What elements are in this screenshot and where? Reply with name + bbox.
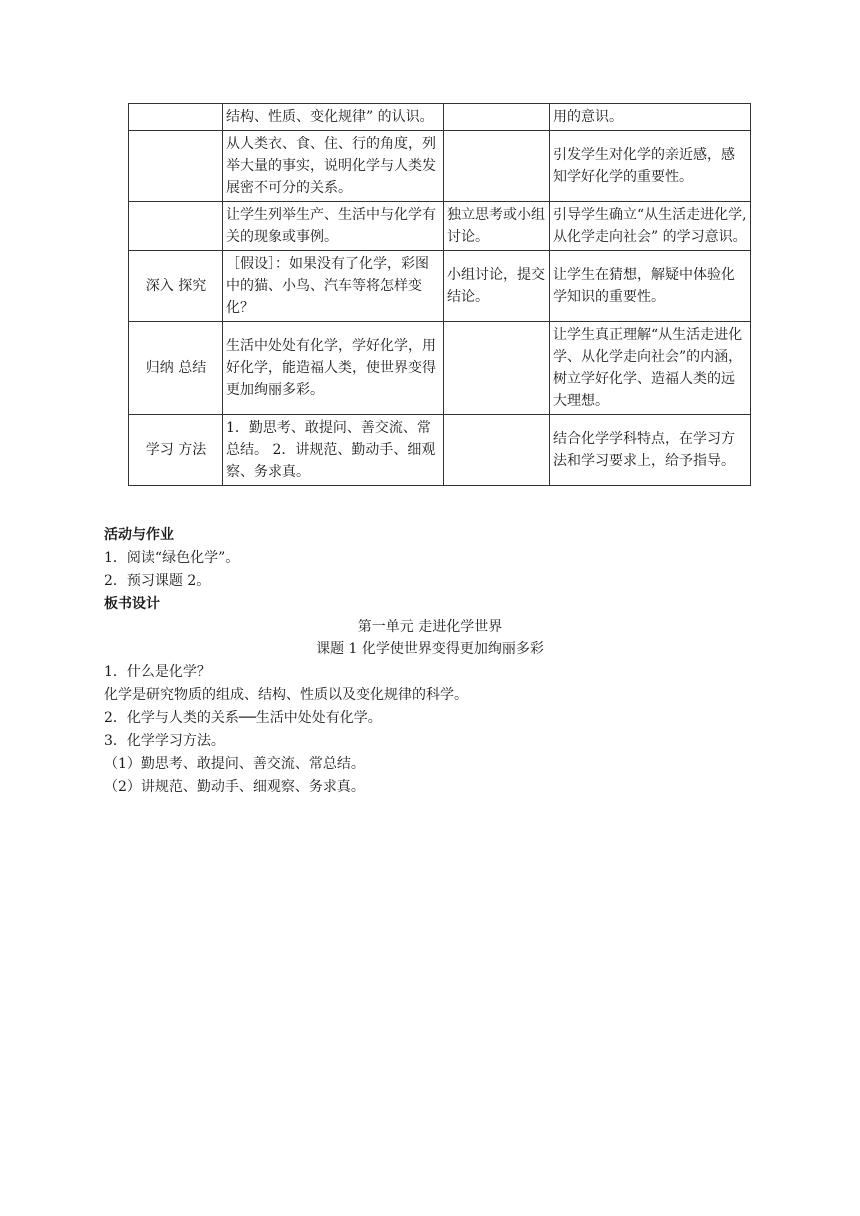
board-line: 化学是研究物质的组成、结构、性质以及变化规律的科学。 bbox=[104, 687, 468, 703]
stage-cell bbox=[129, 202, 223, 251]
stage-cell bbox=[129, 131, 223, 202]
board-line: 3．化学学习方法。 bbox=[104, 733, 225, 749]
board-line: 2．化学与人类的关系──生活中处处有化学。 bbox=[104, 710, 382, 726]
table-row bbox=[129, 202, 751, 251]
activity-cell: 独立思考或小组讨论。 bbox=[444, 202, 550, 251]
board-subtitle: 课题 1 化学使世界变得更加绚丽多彩 bbox=[316, 641, 544, 657]
activity-cell bbox=[444, 104, 550, 131]
content-cell: 从人类衣、食、住、行的角度，列举大量的事实，说明化学与人类发展密不可分的关系。 bbox=[223, 131, 444, 202]
purpose-cell: 引发学生对化学的亲近感，感知学好化学的重要性。 bbox=[550, 131, 751, 202]
purpose-cell: 让学生真正理解“从生活走进化学、从化学走向社会”的内涵，树立学好化学、造福人类的远大理想。 bbox=[550, 322, 751, 415]
purpose-cell: 引导学生确立“从生活走进化学,从化学走向社会” 的学习意识。 bbox=[550, 202, 751, 251]
table-row bbox=[129, 415, 751, 486]
table-row bbox=[129, 322, 751, 415]
board-line: （2）讲规范、勤动手、细观察、务求真。 bbox=[104, 779, 365, 795]
activity-cell bbox=[444, 415, 550, 486]
content-cell: 1．勤思考、敢提问、善交流、常总结。 2．讲规范、勤动手、细观察、务求真。 bbox=[223, 415, 444, 486]
stage-cell: 归纳 总结 bbox=[129, 322, 223, 415]
purpose-cell: 让学生在猜想，解疑中体验化学知识的重要性。 bbox=[550, 251, 751, 322]
activity-cell bbox=[444, 322, 550, 415]
board-heading: 板书设计 bbox=[104, 596, 160, 612]
activity-cell: 小组讨论，提交结论。 bbox=[444, 251, 550, 322]
board-line: 1．什么是化学？ bbox=[104, 664, 211, 680]
activity-heading: 活动与作业 bbox=[104, 527, 174, 543]
activity-cell bbox=[444, 131, 550, 202]
table-row bbox=[129, 104, 751, 131]
stage-cell bbox=[129, 104, 223, 131]
activity-item: 2．预习课题 2。 bbox=[104, 573, 211, 589]
content-cell: ［假设］：如果没有了化学，彩图中的猫、小鸟、汽车等将怎样变化？ bbox=[223, 251, 444, 322]
board-title: 第一单元 走进化学世界 bbox=[357, 619, 503, 635]
content-cell: 让学生列举生产、生活中与化学有关的现象或事例。 bbox=[223, 202, 444, 251]
activity-item: 1．阅读“绿色化学”。 bbox=[104, 550, 240, 566]
board-line: （1）勤思考、敢提问、善交流、常总结。 bbox=[104, 756, 365, 772]
stage-cell: 深入 探究 bbox=[129, 251, 223, 322]
lesson-plan-table bbox=[128, 103, 751, 486]
table-row bbox=[129, 131, 751, 202]
content-cell: 结构、性质、变化规律” 的认识。 bbox=[223, 104, 444, 131]
stage-cell: 学习 方法 bbox=[129, 415, 223, 486]
purpose-cell: 结合化学学科特点，在学习方法和学习要求上，给予指导。 bbox=[550, 415, 751, 486]
content-cell: 生活中处处有化学，学好化学，用好化学，能造福人类，使世界变得更加绚丽多彩。 bbox=[223, 322, 444, 415]
table-row bbox=[129, 251, 751, 322]
purpose-cell: 用的意识。 bbox=[550, 104, 751, 131]
